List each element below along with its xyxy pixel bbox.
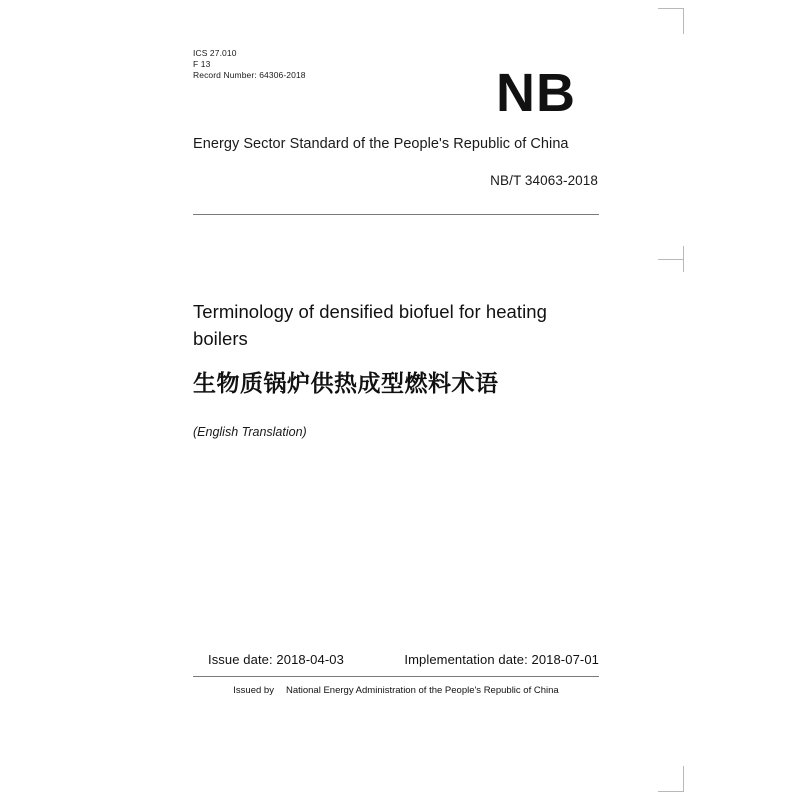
dates-row: [208, 652, 599, 667]
crop-mark-top-right: [658, 8, 684, 34]
crop-mark-bottom-right: [658, 766, 684, 792]
crop-mark-middle-right: [658, 246, 684, 272]
nb-logo: NB: [496, 63, 576, 123]
translation-note: (English Translation): [193, 425, 307, 439]
page-title-chinese: 生物质锅炉供热成型燃料术语: [193, 370, 499, 396]
classification-code: F 13: [193, 59, 211, 69]
cover-content: [193, 0, 599, 800]
issued-by-row: [193, 685, 599, 696]
sector-standard-line: Energy Sector Standard of the People's Republic of China: [193, 136, 569, 152]
divider-top: [193, 214, 599, 215]
issued-by-value: National Energy Administration of the People's Republic of China: [285, 685, 559, 696]
page-title-english: Terminology of densified biofuel for heating boilers: [193, 301, 547, 349]
record-number: Record Number: 64306-2018: [193, 70, 306, 80]
implementation-date: Implementation date: 2018-07-01: [404, 652, 599, 667]
issue-date: Issue date: 2018-04-03: [208, 652, 344, 667]
issued-by-label: Issued by: [233, 685, 274, 696]
divider-bottom: [193, 676, 599, 677]
ics-block: [193, 48, 306, 81]
standard-number: NB/T 34063-2018: [490, 173, 598, 188]
ics-code: ICS 27.010: [193, 48, 237, 58]
